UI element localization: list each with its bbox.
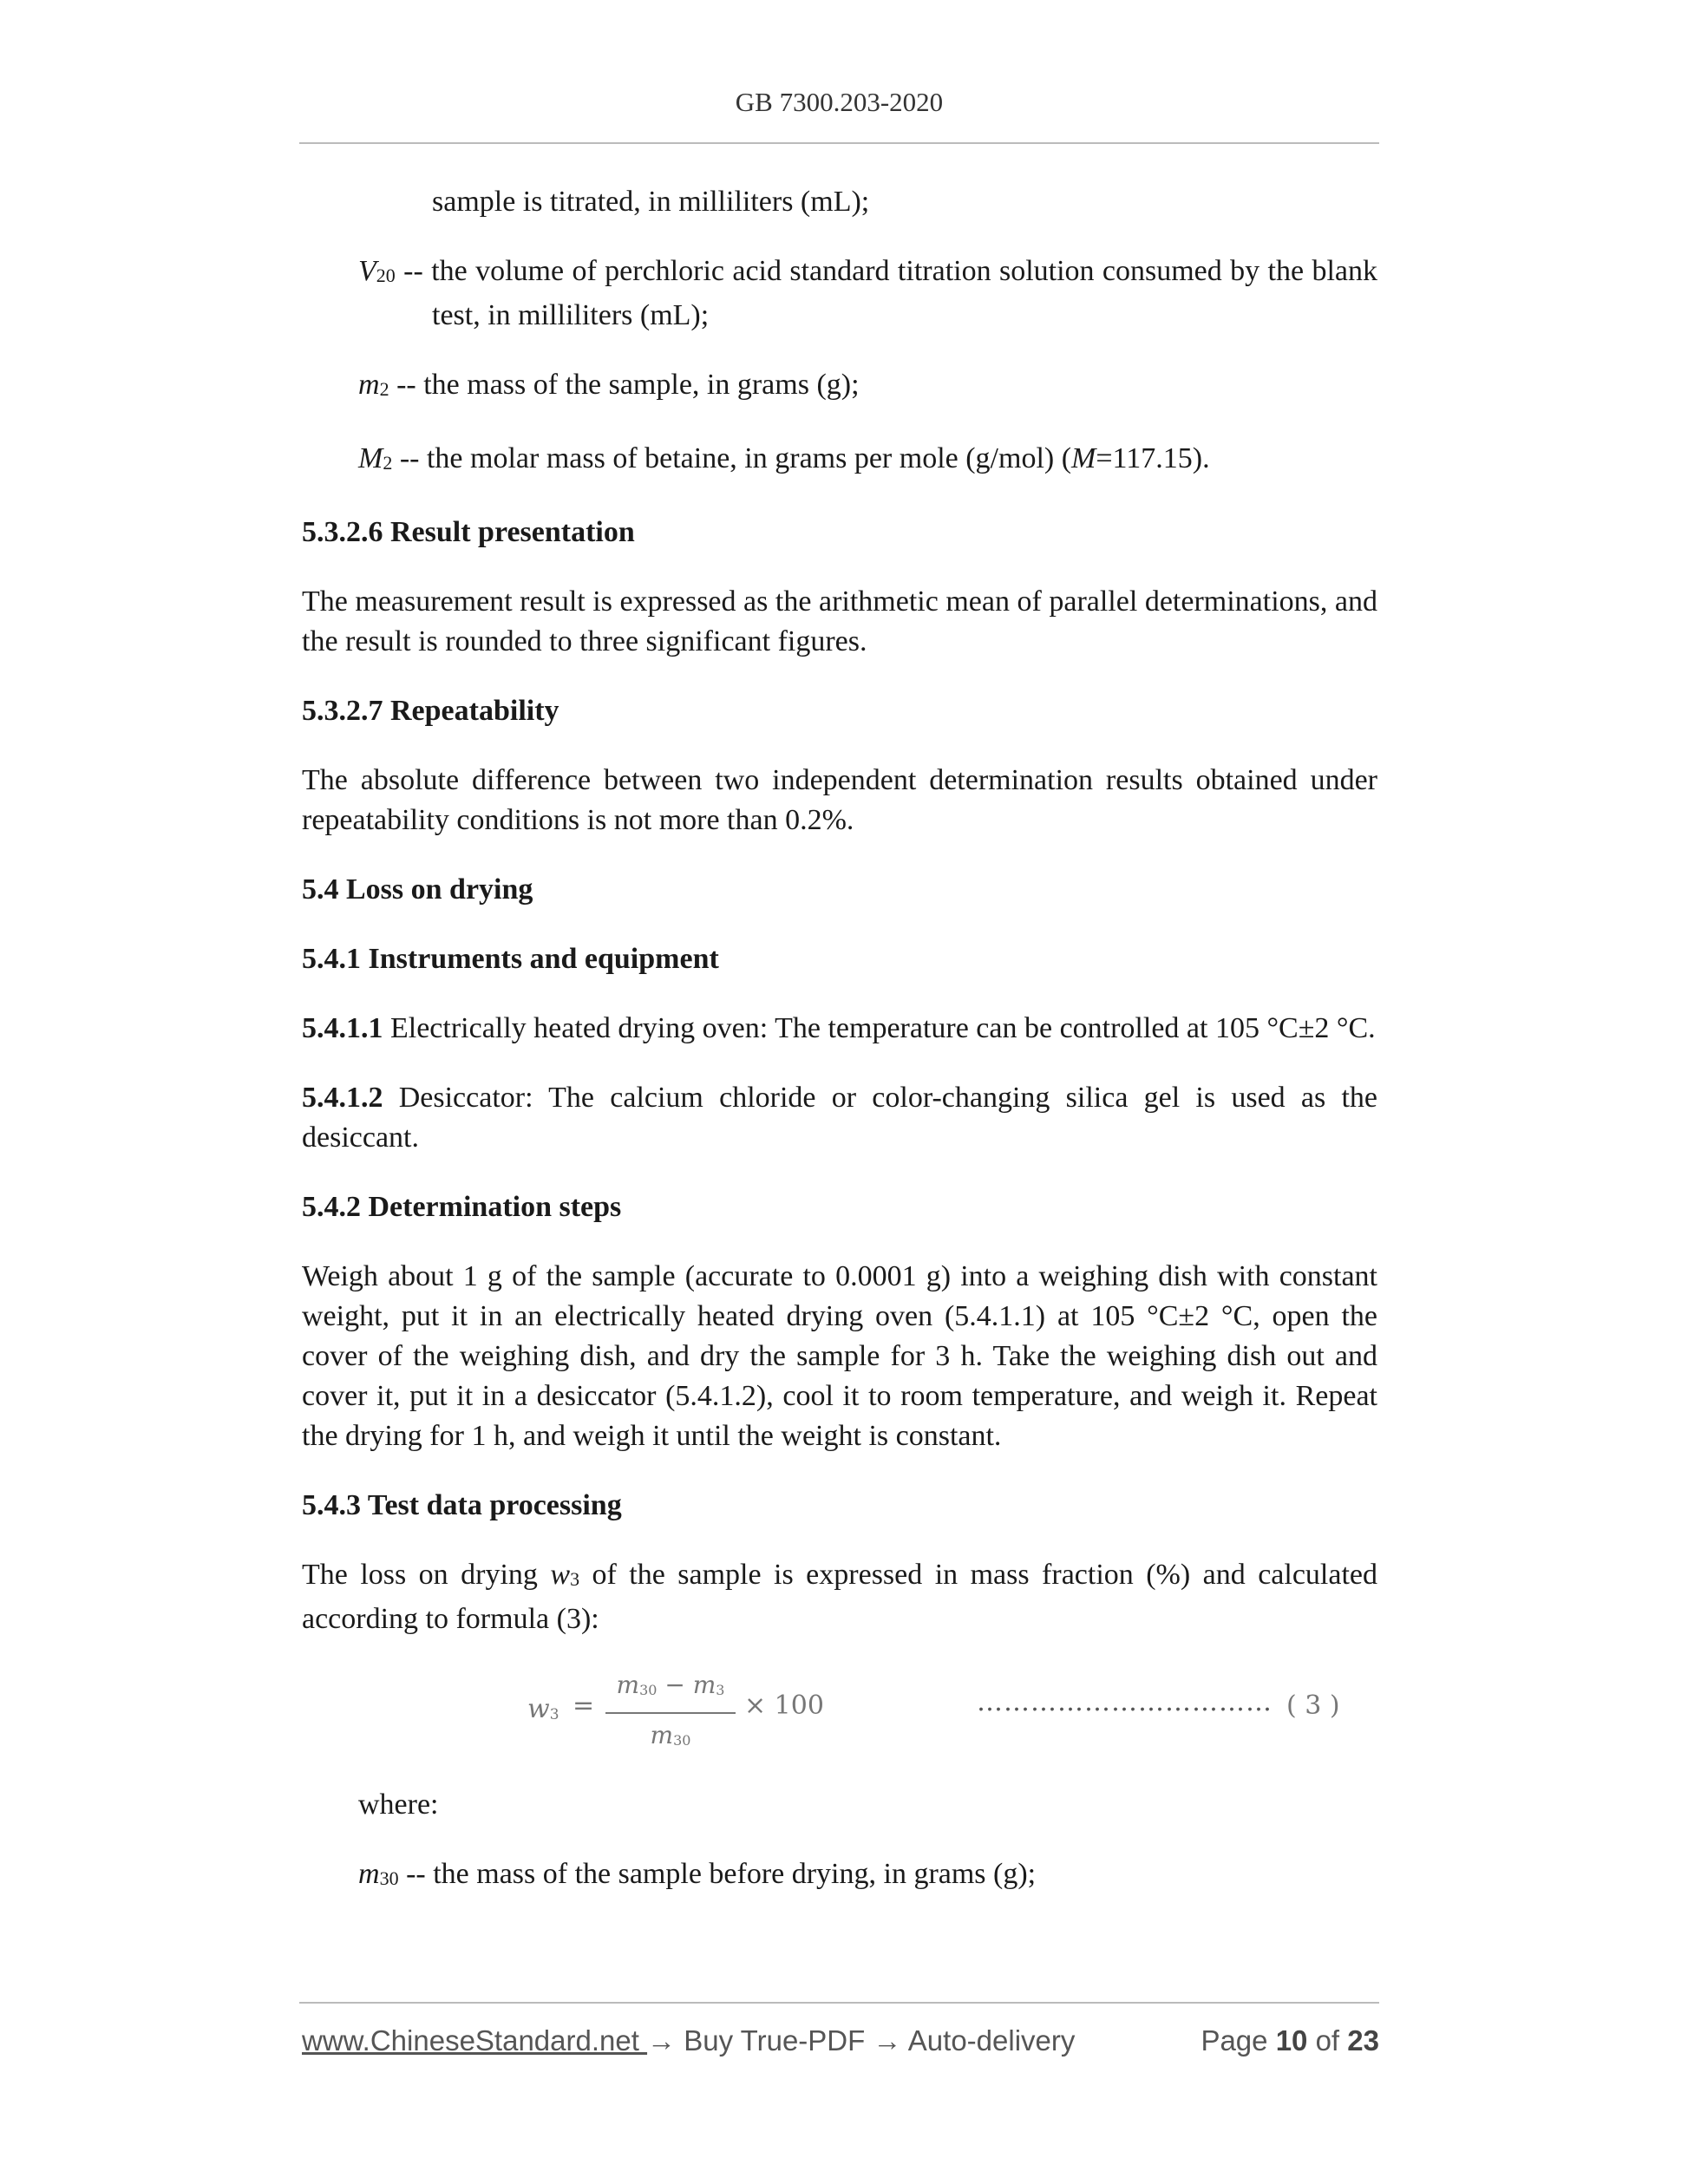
test-data-text-a: The loss on drying <box>302 1559 551 1591</box>
page-indicator <box>1201 2024 1379 2057</box>
header-rule <box>299 142 1379 144</box>
paragraph-result-presentation: The measurement result is expressed as the arithmetic mean of parallel determinations, and the result is rounded to three significant figures. <box>302 585 1377 657</box>
page-number: 10 <box>1275 2024 1308 2056</box>
m2-text: -- the mass of the sample, in grams (g); <box>389 369 860 401</box>
paragraph-test-data <box>302 1555 1377 1639</box>
of-label: of <box>1315 2024 1340 2056</box>
formula-times-100: × 100 <box>744 1690 824 1721</box>
symbol-m30: m <box>358 1858 380 1890</box>
M2-text-b: =117.15). <box>1096 442 1210 474</box>
clause-number-5-4-1-2: 5.4.1.2 <box>302 1082 383 1114</box>
formula-leader-dots: …………………………… <box>977 1687 1273 1717</box>
m30-text: -- the mass of the sample before drying, in grams (g); <box>398 1858 1037 1890</box>
document-header: GB 7300.203-2020 <box>735 87 944 117</box>
formula-denominator <box>605 1716 736 1761</box>
definition-v20 <box>358 252 1377 336</box>
definition-m2 <box>358 365 1377 409</box>
symbol-v-sub: 20 <box>376 265 396 286</box>
denominator-m30: m <box>650 1721 674 1749</box>
symbol-w: w <box>550 1559 571 1591</box>
denominator-m30-sub: 30 <box>673 1732 691 1749</box>
paragraph-5-4-1-1 <box>302 1009 1377 1049</box>
heading-5-3-2-7: 5.3.2.7 Repeatability <box>302 695 559 727</box>
paragraph-repeatability: The absolute difference between two independent determination results obtained under repeatability conditions is not more than 0.2%. <box>302 764 1377 836</box>
numerator-m3-sub: 3 <box>716 1682 725 1698</box>
formula-number: ( 3 ) <box>1286 1690 1340 1721</box>
page-total: 23 <box>1347 2024 1379 2056</box>
page-footer <box>302 2024 1379 2057</box>
symbol-w-sub: 3 <box>570 1568 580 1590</box>
formula-lhs-symbol: w <box>527 1694 550 1724</box>
numerator-minus: − <box>657 1671 693 1699</box>
formula-numerator <box>605 1665 736 1710</box>
formula-fraction <box>605 1665 736 1761</box>
clause-number-5-4-1-1: 5.4.1.1 <box>302 1012 383 1044</box>
symbol-m30-sub: 30 <box>379 1867 399 1889</box>
heading-5-4-3: 5.4.3 Test data processing <box>302 1489 622 1521</box>
text-where: where: <box>358 1788 439 1821</box>
symbol-v: V <box>358 255 376 287</box>
formula-3 <box>302 1665 1377 1752</box>
numerator-m30-sub: 30 <box>639 1682 658 1698</box>
definition-m30 <box>358 1854 1377 1899</box>
definition-M2 <box>358 439 1377 483</box>
M2-text-a: -- the molar mass of betaine, in grams per mole (g/mol) ( <box>392 442 1072 474</box>
text-sample-titrated: sample is titrated, in milliliters (mL); <box>432 186 870 218</box>
heading-5-4-2: 5.4.2 Determination steps <box>302 1191 622 1223</box>
formula-lhs-sub: 3 <box>549 1706 559 1723</box>
formula-equals: = <box>572 1690 595 1721</box>
heading-5-4: 5.4 Loss on drying <box>302 873 533 906</box>
clause-text-5-4-1-1: Electrically heated drying oven: The temperature can be controlled at 105 °C±2 °C. <box>383 1012 1376 1044</box>
page-content <box>302 182 1377 1899</box>
v20-text: -- the volume of perchloric acid standard titration solution consumed by the blank test, in milliliters (mL); <box>395 255 1377 331</box>
heading-5-3-2-6: 5.3.2.6 Result presentation <box>302 516 635 548</box>
symbol-M: M <box>358 442 383 474</box>
heading-5-4-1: 5.4.1 Instruments and equipment <box>302 943 719 975</box>
footer-rule <box>299 2002 1379 2004</box>
numerator-m30: m <box>616 1671 640 1699</box>
footer-link[interactable]: www.ChineseStandard.net <box>302 2024 648 2056</box>
paragraph-determination-steps: Weigh about 1 g of the sample (accurate to 0.0001 g) into a weighing dish with constant weight, put it in an electrically heated drying oven (5.4.1.1) at 105 °C±2 °C, open the cover of the weighing dish, and dry the sample for 3 h. Take the weighing dish out and cover it, put it in a desiccator (5.4.1.2), cool it to room temperature, and weigh it. Repeat the drying for 1 h, and weigh it until the weight is constant. <box>302 1260 1377 1452</box>
test-data-text-b: of the sample is expressed in mass fraction (%) and calculated according to formula (3): <box>302 1559 1377 1635</box>
page-label: Page <box>1201 2024 1268 2056</box>
M2-text-m: M <box>1071 442 1096 474</box>
paragraph-5-4-1-2 <box>302 1078 1377 1158</box>
footer-tagline: → Buy True-PDF → Auto-delivery <box>647 2024 1076 2056</box>
fraction-bar <box>605 1712 736 1714</box>
symbol-M-sub: 2 <box>383 452 393 474</box>
numerator-m3: m <box>692 1671 716 1699</box>
formula-lhs <box>527 1690 559 1735</box>
clause-text-5-4-1-2: Desiccator: The calcium chloride or color-changing silica gel is used as the desiccant. <box>302 1082 1377 1154</box>
symbol-m-sub: 2 <box>379 378 389 400</box>
symbol-m: m <box>358 369 380 401</box>
